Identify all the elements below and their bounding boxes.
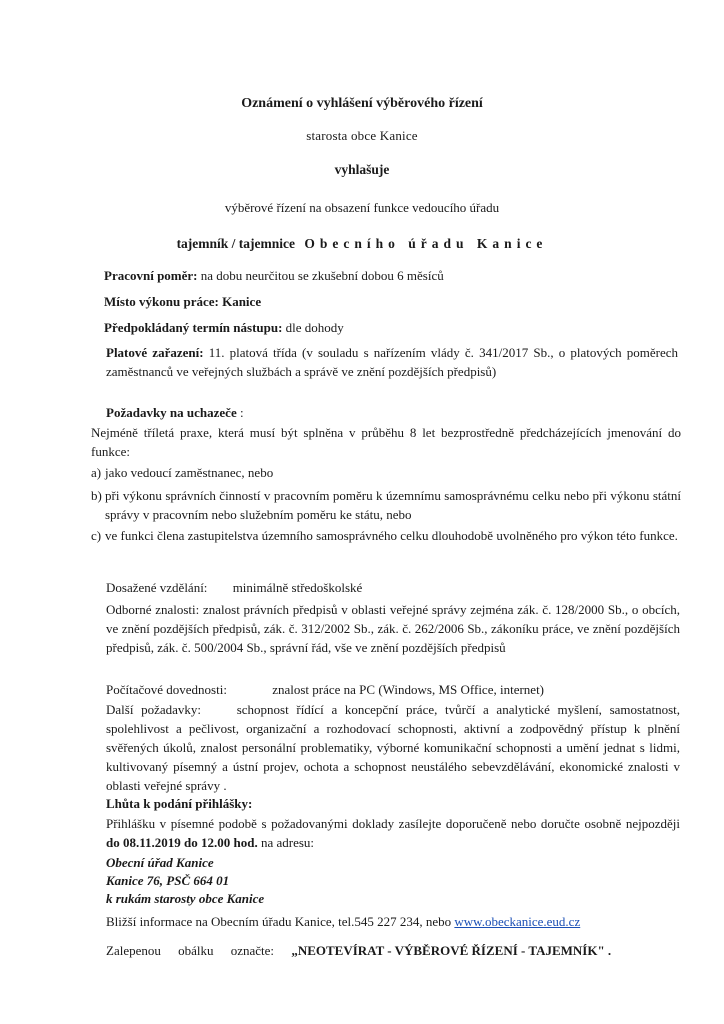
place-label: Místo výkonu práce: bbox=[104, 294, 219, 309]
requirement-label: a) bbox=[91, 465, 102, 480]
start-value: dle dohody bbox=[285, 320, 344, 335]
deadline-text-after: na adresu: bbox=[260, 835, 315, 850]
requirements-heading bbox=[106, 405, 244, 421]
knowledge-label: Odborné znalosti: bbox=[106, 602, 200, 617]
requirement-item bbox=[91, 526, 681, 545]
requirement-text: při výkonu správních činností v pracovním poměru k územnímu samosprávnému celku nebo při výkonu státní správy v pracovním nebo služebním poměru ke státu, nebo bbox=[105, 488, 681, 522]
employment-value: na dobu neurčitou se zkušební dobou 6 měsíců bbox=[200, 268, 444, 283]
computer-label: Počítačové dovednosti: bbox=[106, 682, 227, 697]
deadline-heading: Lhůta k podání přihlášky: bbox=[106, 796, 253, 811]
requirement-item bbox=[91, 463, 681, 482]
employment-row bbox=[104, 268, 444, 284]
requirement-label: c) bbox=[91, 528, 102, 543]
purpose-line: výběrové řízení na obsazení funkce vedoucího úřadu bbox=[224, 200, 500, 215]
knowledge-row bbox=[106, 600, 680, 657]
employment-label: Pracovní poměr: bbox=[104, 268, 198, 283]
salary-value: 11. platová třída (v souladu s nařízením vlády č. 341/2017 Sb., o platových poměrech zaměstnanců ve veřejných službách a správě ve znění pozdějších předpisů) bbox=[106, 345, 679, 379]
office-name: Obecního úřadu Kanice bbox=[304, 236, 548, 251]
place-value: Kanice bbox=[222, 294, 262, 309]
salary-row bbox=[106, 343, 678, 381]
address-block bbox=[106, 854, 264, 908]
computer-row bbox=[106, 682, 544, 698]
address-line: Kanice 76, PSČ 664 01 bbox=[106, 873, 230, 888]
info-text: Bližší informace na Obecním úřadu Kanice, tel.545 227 234, nebo bbox=[106, 914, 452, 929]
other-requirements-value: schopnost řídící a koncepční práce, tvůrčí a analytické myšlení, samostatnost, spolehlivost a pečlivost, organizační a rozhodovací schopnosti, aktivní a zodpovědný přístup k plnění svěřených úkolů, znalost personální problematiky, výborné komunikační schopnosti a umění jednat s lidmi, kultivovaný písemný a ústní projev, ochota a schopnost neustálého sebevzdělávání, ekonomické znalosti v oblasti veřejné správy . bbox=[106, 702, 681, 793]
issuer-line: starosta obce Kanice bbox=[306, 128, 418, 143]
requirement-item bbox=[91, 486, 681, 524]
requirements-intro: Nejméně tříletá praxe, která musí být splněna v průběhu 8 let bezprostředně předcházejících jmenování do funkce: bbox=[91, 425, 681, 459]
other-requirements-row bbox=[106, 700, 680, 795]
position-title: tajemník / tajemnice bbox=[176, 236, 296, 251]
requirements-heading-text: Požadavky na uchazeče bbox=[106, 405, 237, 420]
website-link[interactable]: www.obeckanice.eud.cz bbox=[454, 914, 581, 929]
knowledge-value: znalost právních předpisů v oblasti veřejné správy zejména zák. č. 128/2000 Sb., o obcích, ve znění pozdějších předpisů, zák. č. 312/2002 Sb., zák. č. 262/2006 Sb., zákoníku práce, ve znění pozdějších předpisů, zák. č. 500/2004 Sb., správní řád, vše ve znění pozdějších předpisů bbox=[106, 602, 680, 655]
salary-label: Platové zařazení: bbox=[106, 345, 204, 360]
requirement-text: jako vedoucí zaměstnanec, nebo bbox=[105, 465, 274, 480]
envelope-row bbox=[106, 943, 680, 959]
start-label: Předpokládaný termín nástupu: bbox=[104, 320, 283, 335]
start-row bbox=[104, 320, 344, 336]
position-line bbox=[0, 236, 724, 252]
place-row bbox=[104, 294, 261, 310]
announces-line: vyhlašuje bbox=[334, 162, 390, 177]
requirement-label: b) bbox=[91, 488, 102, 503]
education-label: Dosažené vzdělání: bbox=[106, 580, 208, 595]
education-value: minimálně středoškolské bbox=[232, 580, 363, 595]
deadline-text bbox=[106, 814, 680, 852]
requirement-text: ve funkci člena zastupitelstva územního samosprávného celku dlouhodobě uvolněného pro výkon této funkce. bbox=[105, 528, 678, 543]
address-line: k rukám starosty obce Kanice bbox=[106, 891, 265, 906]
info-row bbox=[106, 914, 580, 930]
requirements-heading-colon: : bbox=[236, 405, 244, 420]
envelope-mark: „NEOTEVÍRAT - VÝBĚROVÉ ŘÍZENÍ - TAJEMNÍK" . bbox=[291, 943, 612, 958]
document-title: Oznámení o vyhlášení výběrového řízení bbox=[241, 96, 483, 111]
deadline-text-before: Přihlášku v písemné podobě s požadovanými doklady zasílejte doporučeně nebo doručte osobně nejpozději bbox=[106, 816, 680, 831]
deadline-date: do 08.11.2019 do 12.00 hod. bbox=[106, 835, 258, 850]
address-line: Obecní úřad Kanice bbox=[106, 855, 214, 870]
computer-value: znalost práce na PC (Windows, MS Office, internet) bbox=[272, 682, 545, 697]
other-requirements-label: Další požadavky: bbox=[106, 702, 202, 717]
education-row bbox=[106, 580, 362, 596]
envelope-text: Zalepenou obálku označte: bbox=[106, 943, 275, 958]
